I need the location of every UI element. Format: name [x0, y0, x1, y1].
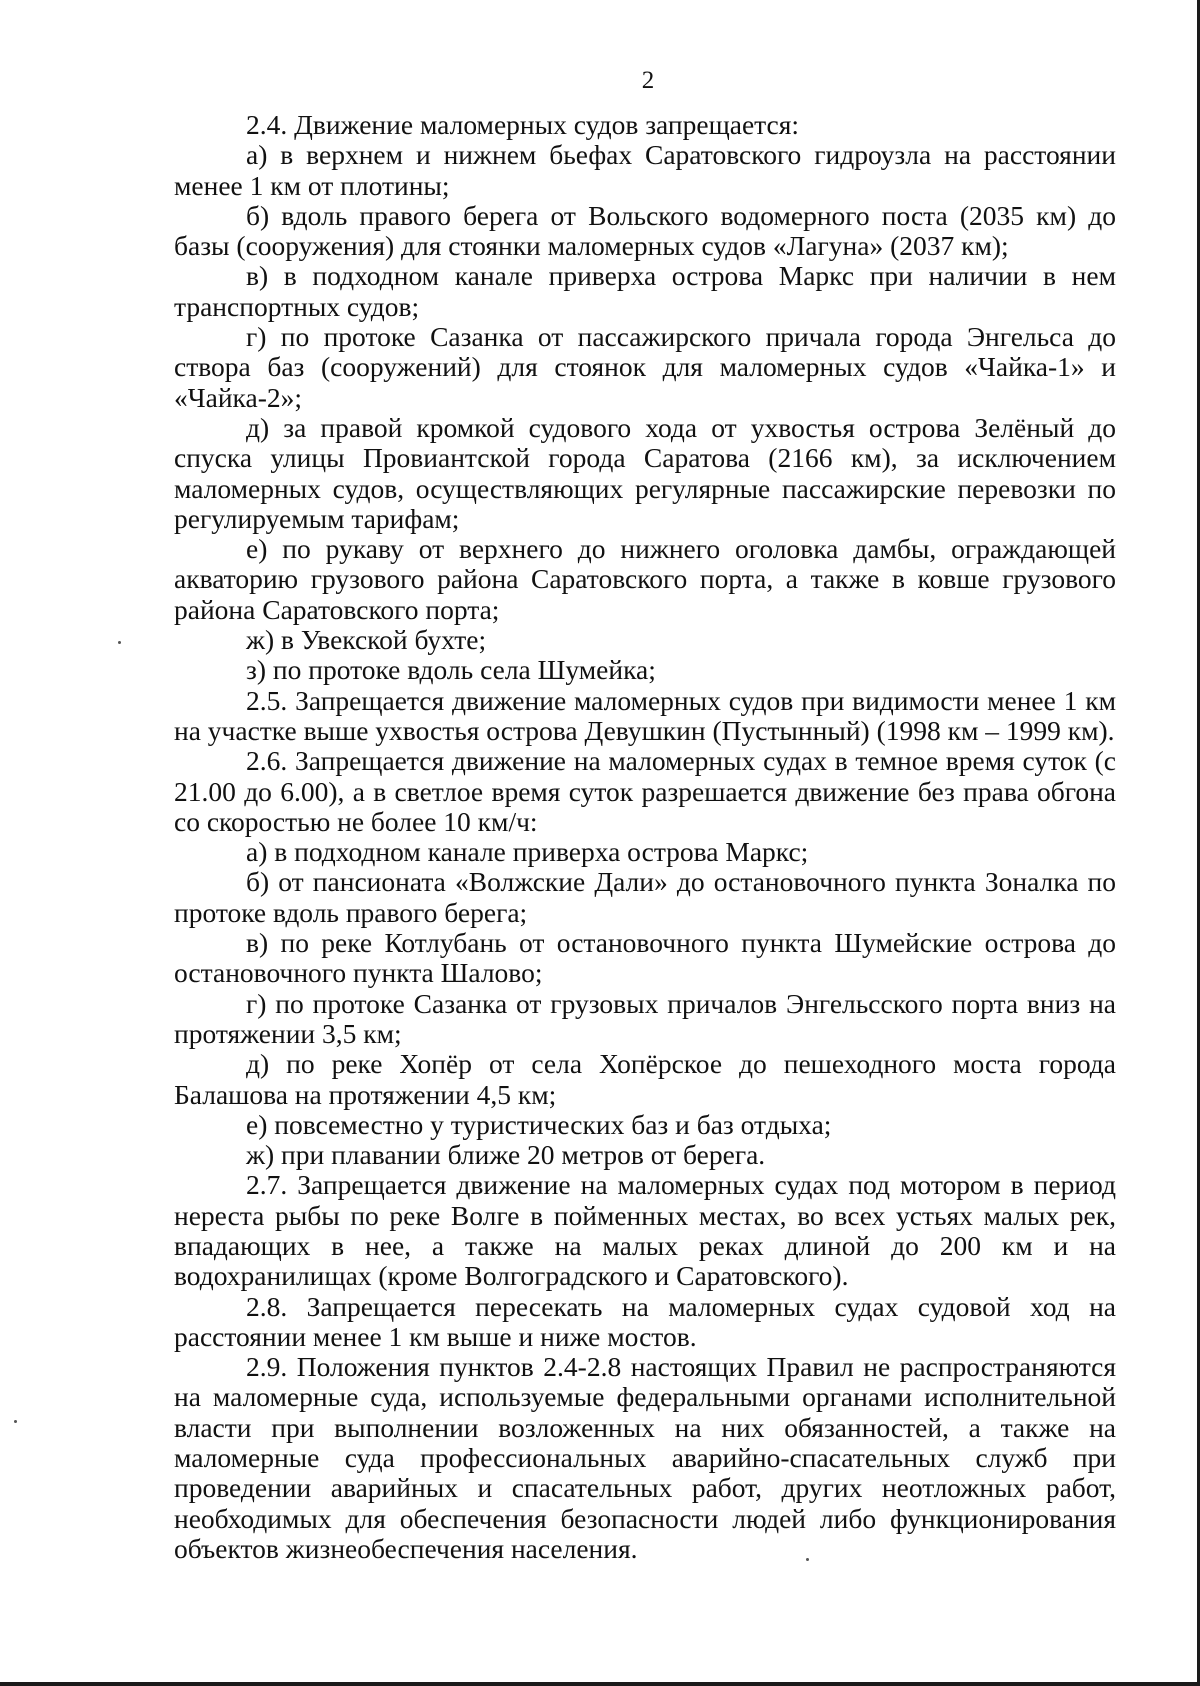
- scan-speck: [806, 1558, 809, 1561]
- paragraph-2-8: 2.8. Запрещается пересекать на маломерных судах судовой ход на расстоянии менее 1 км выше и ниже мостов.: [174, 1290, 1116, 1352]
- paragraph-2-4-zh: ж) в Увекской бухте;: [246, 624, 487, 656]
- paragraph-2-6-zh: ж) при плавании ближе 20 метров от берега.: [246, 1139, 766, 1171]
- paragraph-2-5: 2.5. Запрещается движение маломерных судов при видимости менее 1 км на участке выше ухвостья острова Девушкин (Пустынный) (1998 км – 1999 км).: [174, 684, 1116, 746]
- paragraph-2-6-e: е) повсеместно у туристических баз и баз отдыха;: [246, 1108, 832, 1140]
- scan-speck: [118, 641, 121, 644]
- scan-speck: [14, 1420, 17, 1423]
- paragraph-2-4-z: з) по протоке вдоль села Шумейка;: [246, 654, 656, 686]
- scan-edge-bottom: [0, 1682, 1200, 1686]
- paragraph-2-6: 2.6. Запрещается движение на маломерных судах в темное время суток (с 21.00 до 6.00), а в светлое время суток разрешается движение без права обгона со скоростью не более 10 км/ч:: [174, 745, 1116, 837]
- paragraph-2-4-d: д) за правой кромкой судового хода от ухвостья острова Зелёный до спуска улицы Провиантской города Саратова (2166 км), за исключением маломерных судов, осуществляющих регулярные пассажирские перевозки по регулируемым тарифам;: [174, 411, 1116, 534]
- paragraph-2-6-g: г) по протоке Сазанка от грузовых причалов Энгельсского порта вниз на протяжении 3,5 км;: [174, 987, 1116, 1049]
- paragraph-2-4-g: г) по протоке Сазанка от пассажирского причала города Энгельса до створа баз (сооружений) для стоянок для маломерных судов «Чайка-1» и «Чайка-2»;: [174, 321, 1116, 413]
- paragraph-2-6-b: б) от пансионата «Волжские Дали» до остановочного пункта Зоналка по протоке вдоль правого берега;: [174, 866, 1116, 928]
- paragraph-2-4-v: в) в подходном канале приверха острова Маркс при наличии в нем транспортных судов;: [174, 260, 1116, 322]
- paragraph-2-9: 2.9. Положения пунктов 2.4-2.8 настоящих Правил не распространяются на маломерные суда, используемые федеральными органами исполнительной власти при выполнении возложенных на них обязанностей, а также на маломерные суда профессиональных аварийно-спасательных служб при проведении аварийных и спасательных работ, других неотложных работ, необходимых для обеспечения безопасности людей либо функционирования объектов жизнеобеспечения населения.: [174, 1351, 1116, 1564]
- paragraph-2-6-v: в) по реке Котлубань от остановочного пункта Шумейские острова до остановочного пункта Шалово;: [174, 927, 1116, 989]
- page-number: 2: [641, 67, 655, 94]
- paragraph-2-7: 2.7. Запрещается движение на маломерных судах под мотором в период нереста рыбы по реке Волге в пойменных местах, во всех устьях малых рек, впадающих в нее, а также на малых реках длиной до 200 км и на водохранилищах (кроме Волгоградского и Саратовского).: [174, 1169, 1116, 1292]
- paragraph-2-6-a: а) в подходном канале приверха острова Маркс;: [246, 836, 809, 868]
- paragraph-2-6-d: д) по реке Хопёр от села Хопёрское до пешеходного моста города Балашова на протяжении 4,5 км;: [174, 1048, 1116, 1110]
- paragraph-2-4-a: а) в верхнем и нижнем бьефах Саратовского гидроузла на расстоянии менее 1 км от плотины;: [174, 139, 1116, 201]
- paragraph-2-4-b: б) вдоль правого берега от Вольского водомерного поста (2035 км) до базы (сооружения) для стоянки маломерных судов «Лагуна» (2037 км);: [174, 199, 1116, 262]
- paragraph-2-4: 2.4. Движение маломерных судов запрещается:: [246, 109, 800, 140]
- document-body: [174, 110, 1116, 1564]
- paragraph-2-4-e: е) по рукаву от верхнего до нижнего оголовка дамбы, ограждающей акваторию грузового района Саратовского порта, а также в ковше грузового района Саратовского порта;: [174, 533, 1116, 625]
